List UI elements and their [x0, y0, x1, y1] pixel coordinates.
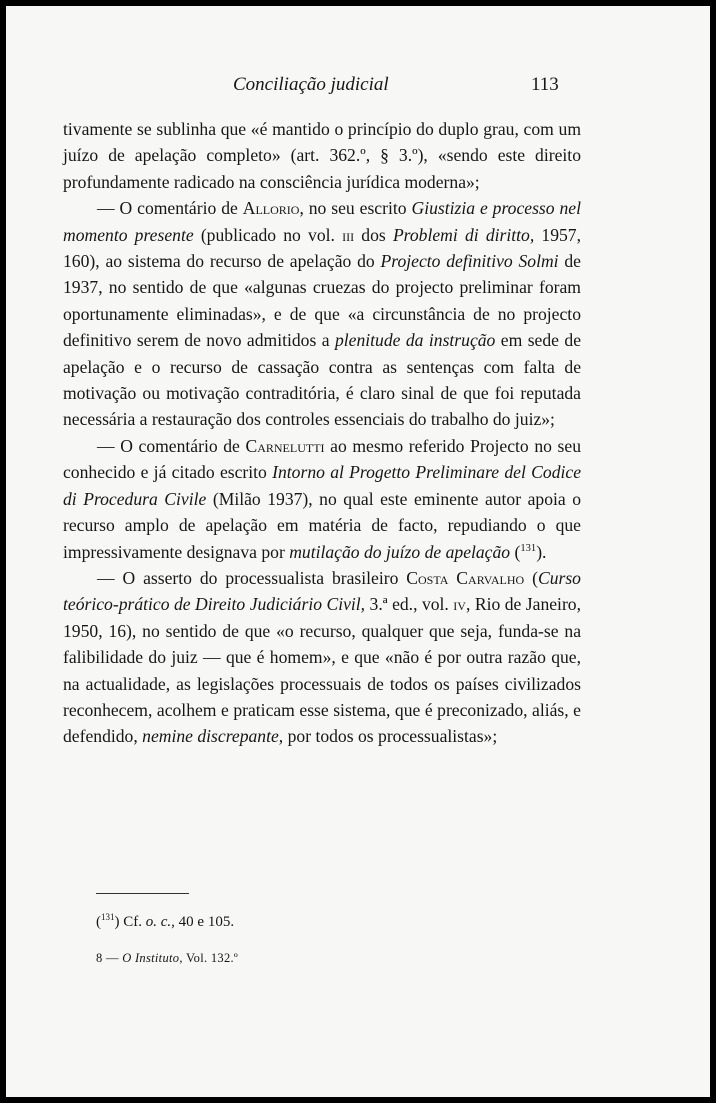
paragraph-text: , Rio de Janeiro, 1950, 16), no sentido de que «o recurso, qualquer que seja, funda-se na falibilidade do juiz — que é homem», e que «não é por outra razão que, na actualidade, as legislações processuais de todos os países civilizados reconhecem, acolhem e praticam esse sistema, que é preconizado, aliás, e defendido,	[63, 594, 581, 747]
signature-text: Vol. 132.º	[182, 951, 239, 965]
footnote-divider	[96, 893, 189, 894]
footnote-reference: 131	[520, 542, 537, 554]
footnote-text: Cf.	[119, 914, 146, 930]
paragraph-allorio	[63, 195, 581, 433]
paragraph-text: tivamente se sublinha que «é mantido o princípio do duplo grau, com um juízo de apelação completo» (art. 362.º, § 3.º), «sendo este direito profundamente radicado na consciência jurídica moderna»;	[63, 119, 581, 192]
work-title: Intorno al Progetto Preliminare del Codice di Procedura Civile	[63, 462, 582, 509]
body-text	[63, 116, 581, 750]
book-page	[6, 6, 710, 1097]
paragraph-text: ao mesmo referido Projecto no seu conhecido e já citado escrito	[63, 435, 581, 483]
paragraph-continuation	[63, 116, 581, 195]
paragraph-text: em sede de apelação e o recurso de cassação contra as sentenças com falta de motivação ou motivação contraditória, é claro sinal de que foi reputada necessária a restauração dos controles essenciais do trabalho do juiz»;	[63, 330, 581, 430]
paragraph-text: (	[510, 541, 521, 562]
work-title: Giustizia e processo nel momento presente	[63, 198, 581, 245]
paragraph-text: dos	[354, 224, 393, 245]
footnote-number: 131	[101, 912, 115, 922]
paragraph-text: — O comentário de	[97, 435, 246, 456]
author-name: Costa Carvalho	[406, 567, 525, 588]
paragraph-text: de 1937, no sentido de que «algunas cruezas do projecto preliminar foram oportunamente eliminadas», e de que «a circunstância de no projecto definitivo serem de novo admitidos a	[63, 251, 581, 351]
paragraph-carnelutti	[63, 433, 581, 565]
paragraph-text: (	[524, 567, 538, 588]
author-name: Allorio	[242, 198, 300, 219]
paragraph-text: — O comentário de	[97, 198, 243, 219]
footnote-abbreviation: o. c.,	[145, 914, 175, 930]
volume-number: iv	[453, 594, 466, 615]
paragraph-text: 3.ª ed., vol.	[365, 594, 454, 615]
emphasized-phrase: nemine discrepante,	[142, 726, 284, 747]
journal-title: O Instituto,	[122, 951, 183, 965]
signature-text: 8 —	[96, 951, 123, 965]
emphasized-phrase: mutilação do juízo de apelação	[289, 541, 511, 562]
paragraph-text: — O asserto do processualista brasileiro	[97, 567, 407, 588]
emphasized-phrase: plenitude da instrução	[334, 330, 496, 351]
author-name: Carnelutti	[245, 435, 325, 456]
paragraph-text: 1957, 160), ao sistema do recurso de apelação do	[63, 224, 581, 272]
paragraph-text: (publicado no vol.	[193, 224, 343, 245]
footnote-131	[96, 914, 234, 931]
paragraph-costa-carvalho	[63, 565, 581, 750]
paragraph-text: , no seu escrito	[299, 198, 412, 219]
running-title: Conciliação judicial	[233, 74, 389, 95]
volume-number: iii	[342, 224, 355, 245]
work-title: Projecto definitivo Solmi	[380, 251, 559, 272]
footnote-text: 40 e 105.	[174, 914, 235, 930]
paragraph-text: (Milão 1937), no qual este eminente autor apoia o recurso amplo de apelação em matéria de facto, repudiando o que impressivamente designava por	[63, 488, 582, 562]
footnote-paren: )	[114, 914, 120, 930]
paragraph-text: ).	[536, 541, 547, 562]
footnote-paren: (	[96, 914, 101, 930]
work-title: Problemi di diritto,	[392, 224, 535, 245]
signature-mark	[96, 951, 238, 966]
work-title: Curso teórico-prático de Direito Judiciário Civil,	[63, 567, 581, 615]
paragraph-text: por todos os processualistas»;	[283, 726, 498, 747]
page-number: 113	[531, 74, 559, 95]
